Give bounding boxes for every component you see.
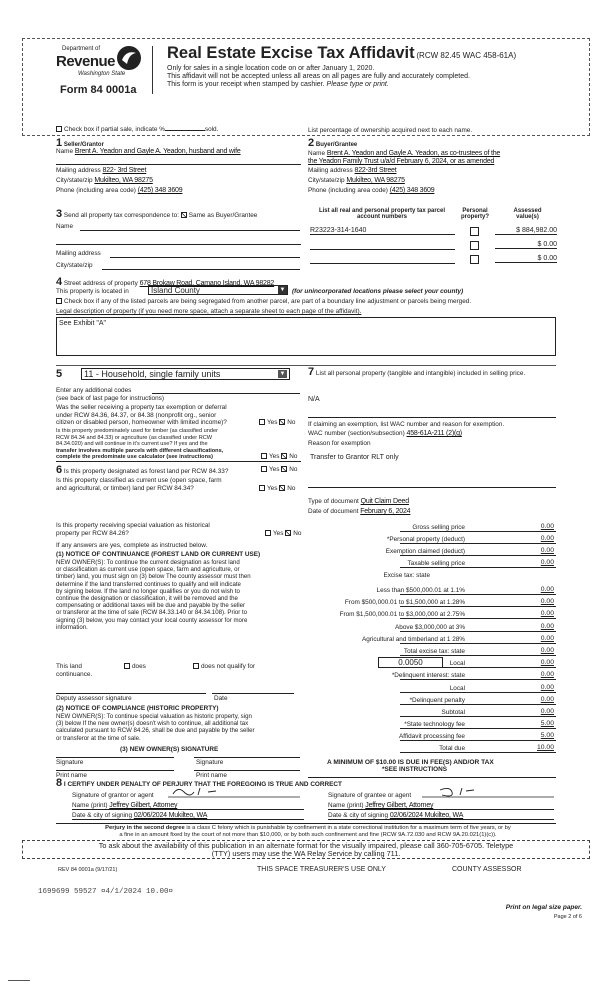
fee-value[interactable]: 0.00 [520,684,554,691]
notice-line: calculated pursuant to RCW 84.26, shall be due and payable by the seller [56,727,255,735]
logo-dept: Department of [62,46,101,52]
fee-line [400,555,556,556]
continuance-label: continuance. [56,671,93,678]
notice-line: compensating or additional taxes will be due and payable by the seller [56,602,246,610]
print-name-label: Print name [56,772,87,779]
notice-line: (3) below If the new owner(s) doesn't wish to continue, all additional tax [56,720,249,728]
parcel-row [310,241,560,253]
city-label: City/state/zip [308,177,345,184]
q2-text [56,428,223,461]
deputy-signature-field[interactable] [56,693,206,694]
personal-property-checkbox[interactable] [470,241,479,250]
grantee-name-row [328,802,554,810]
notice2-text [56,713,255,742]
fee-line [400,606,556,607]
notice-line: signing (3) below, you may contact your local county assessor for more [56,616,248,624]
buyer-title: Buyer/Grantee [315,142,358,148]
seller-mailing-row [56,167,146,174]
located-label: This property is located in [56,288,129,295]
corr-city-label: City/state/zip [56,262,93,269]
corr-name-line-2[interactable] [56,244,301,245]
q2-yes-no [261,453,297,460]
dropdown-arrow-icon[interactable]: ▼ [279,371,286,377]
grantor-date-row [72,812,304,820]
notice-line: continue the designation or classification, it will be removed and the [56,595,238,603]
corr-name-field[interactable] [80,230,300,231]
name-print-label: Name (print) [72,802,108,809]
corr-name-label: Name [56,223,74,230]
notice-line: NEW OWNER(S): To continue the current designation as forest land [56,559,240,566]
fee-value[interactable]: 10.00 [520,744,554,751]
fee-line [400,740,556,741]
page-number: Page 2 of 6 [553,914,582,920]
s6-q2-yes-no [259,485,295,492]
legal-label: Legal description of property (if you need more space, attach a separate sheet to each page of the affidavit). [56,308,362,315]
county-value: Island County [151,286,200,295]
buyer-phone-row [308,187,434,194]
q-line: Is this property receiving special valuation as historical [56,522,210,529]
fee-label: Gross selling price [412,524,465,531]
grantor-date-field[interactable]: 02/06/2024 Mukilteo, WA [133,812,208,819]
reason-field[interactable]: Transfer to Grantor RLT only [310,454,399,461]
use-code-select[interactable] [81,368,290,380]
partial-sale-checkbox[interactable] [56,126,62,132]
seller-name-line [56,164,301,165]
notice-line: or transferor at the time of sale. [56,734,141,742]
fee-label: Above $3,000,000 at 3% [395,624,465,631]
doc-date-label: Date of document [308,508,359,515]
fee-line [400,594,556,595]
yes-label: Yes [267,419,278,426]
s6-q3-yes-no [265,530,301,537]
seller-city-field[interactable]: Mukilteo, WA 98275 [94,177,153,184]
divider [308,417,556,418]
section-number: 3 [56,208,63,220]
phone-label: Phone (including area code) [56,187,136,194]
q-line: property per RCW 84.26? [56,529,129,537]
fee-value[interactable]: 0.00 [520,623,554,630]
fee-line [400,631,556,632]
fee-label: *State technology fee [404,721,465,728]
fee-label: From $500,000.01 to $1,500,000 at 1.28% [344,599,465,606]
fee-value[interactable]: 5.00 [520,720,554,727]
fee-line [400,752,556,753]
receipt-text: This form is your receipt when stamped by cashier. [167,81,325,88]
doc-type-label: Type of document [308,498,359,505]
divider [56,365,556,366]
additional-codes-label: Enter any additional codes [56,387,132,394]
no-label: No [289,453,298,460]
section-number: 5 [56,368,63,380]
owner-signature-field-2[interactable] [194,757,300,758]
fee-line [400,543,556,544]
deputy-label: Deputy assessor signature [56,695,132,702]
s6-q1 [56,464,228,476]
buyer-mailing-row [308,167,397,174]
fee-value[interactable]: 5.00 [520,732,554,739]
notice-line: or classification as current use (open space, farm and agriculture, or [56,566,240,574]
legal-description-field[interactable] [56,317,556,356]
seller-name-row [56,148,241,155]
section-number: 4 [56,276,63,288]
fee-line [400,692,556,693]
buyer-name-row [308,150,500,157]
personal-col-header: Personal property? [460,208,489,220]
doc-date-field[interactable]: February 6, 2024 [360,508,411,515]
fee-value[interactable]: 0.00 [520,696,554,703]
header-line-2: This affidavit will not be accepted unless all areas on all pages are fully and accurately completed. [167,73,470,80]
owner-signature-field[interactable] [56,757,174,758]
section-number: 2 [308,137,315,149]
fee-value[interactable]: 0.00 [520,559,554,566]
form-number: Form 84 0001a [60,84,137,96]
divider [308,777,556,778]
header-line-1: Only for sales in a single location code on or after January 1, 2020. [167,65,375,72]
correspondence-label: Send all property tax correspondence to: [63,212,180,219]
signature-label: Signature [56,759,84,766]
yes-label: Yes [269,466,280,473]
minimum-note: A MINIMUM OF $10.00 IS DUE IN FEE(S) AND/OR TAX [327,759,494,766]
no-label: No [289,466,298,473]
seller-title: Seller/Grantor [63,142,104,148]
date-city-label: Date & city of signing [72,812,133,819]
fee-value[interactable]: 0.00 [520,647,554,654]
fee-line [400,716,556,717]
fee-value[interactable]: 0.00 [520,671,554,678]
same-as-buyer-label: Same as Buyer/Grantee [188,212,258,219]
personal-property-checkbox[interactable] [470,227,479,236]
fee-line [400,618,556,619]
grantee-signature[interactable] [422,786,554,798]
q-line: Is this property classified as current use (open space, farm [56,477,222,484]
grantor-signature[interactable] [168,786,300,798]
corr-city-field[interactable] [102,269,300,270]
ownership-note: List percentage of ownership acquired next to each name. [308,127,473,134]
name-print-label: Name (print) [328,802,364,809]
buyer-mailing-field[interactable]: 822-3rd Street [354,167,397,174]
scan-mark [8,980,30,981]
header-divider [152,46,153,94]
exemption-note: If claiming an exemption, list WAC number and reason for exemption. [308,421,505,428]
corr-mailing-label: Mailing address [56,250,101,257]
owner-print-name-field[interactable] [56,770,174,771]
if-yes-note: If any answers are yes, complete as instructed below. [56,542,208,549]
signature-label: Signature [196,759,224,766]
no-label: No [287,485,296,492]
reason-label: Reason for exemption [308,440,371,447]
grantor-sig-label: Signature of grantor or agent [72,792,154,799]
parcel-number-field[interactable] [310,241,455,250]
section-number: 1 [56,137,63,149]
yes-checkbox[interactable] [259,419,265,425]
buyer-phone-field[interactable]: (425) 348 3609 [389,187,435,194]
q-line: citizen or disabled person, homeowner with limited income)? [56,419,227,426]
certify-text: I CERTIFY UNDER PENALTY OF PERJURY THAT THE FOREGOING IS TRUE AND CORRECT [63,781,342,788]
parcel-col-header: List all real and personal property tax parcel account numbers [318,208,446,220]
fee-value[interactable]: 0.00 [520,535,554,542]
does-not-label: does not qualify for [201,663,255,670]
use-code-value: 11 - Household, single family units [84,369,221,379]
fee-label: Affidavit processing fee [399,733,465,740]
partial-sale-label: Check box if partial sale, indicate % [64,126,165,133]
fee-label: From $1,500,000.01 to $3,000,000 at 2.75% [339,611,465,618]
corr-mailing-field[interactable] [110,257,300,258]
section-number: 6 [56,464,63,476]
does-option [124,663,146,670]
segregated-label: Check box if any of the listed parcels are being segregated from another parcel, are part of a boundary line adjustment or parcels being merged. [64,298,472,305]
seller-name-field[interactable]: Brent A. Yeadon and Gayle A. Yeadon, husband and wife [74,148,241,155]
fee-label: Total due [439,745,465,752]
title-text: Real Estate Excise Tax Affidavit [167,44,415,62]
q1-yes-no [259,419,295,426]
notice1-title: (1) NOTICE OF CONTINUANCE (FOREST LAND OR CURRENT USE) [56,551,261,558]
fee-line [400,728,556,729]
grantee-sig-label: Signature of grantee or agent [328,792,412,799]
parcel-number-field[interactable] [310,255,455,264]
additional-codes-field[interactable] [152,393,300,394]
q-line: under RCW 84.36, 84.37, or 84.38 (nonprofit org., senior [56,411,217,419]
assessed-value-field[interactable]: $ 0.00 [495,241,557,249]
grantor-name-row [72,802,304,810]
no-checkbox[interactable] [281,466,287,472]
s7-label: List all personal property (tangible and intangible) included in selling price. [315,370,526,377]
fee-value[interactable]: 0.00 [520,610,554,617]
name-label: Name [308,150,326,157]
fee-value[interactable]: 0.00 [520,547,554,554]
no-checkbox[interactable] [279,419,285,425]
mailing-label: Mailing address [56,167,101,174]
owner-print-name-field-2[interactable] [194,770,300,771]
treasurer-label: THIS SPACE TREASURER'S USE ONLY [257,866,386,873]
s7-heading [308,368,558,378]
date-label: Date [214,695,228,702]
no-label: No [287,419,296,426]
deputy-date-field[interactable] [212,693,294,694]
fee-label: Excise tax: state [383,572,430,579]
wac-field[interactable]: 458-61A-211 (2)(g) [406,430,462,437]
segregated-checkbox[interactable] [56,298,62,304]
divider [56,823,556,824]
fee-value[interactable]: 0.00 [520,523,554,530]
yes-label: Yes [267,485,278,492]
date-city-label: Date & city of signing [328,812,389,819]
notice-line: determine if the land transferred continues to qualify and will indicate [56,580,241,588]
phone-label: Phone (including area code) [308,187,388,194]
header-line-3 [167,81,389,88]
q-line: 84.34.020) and will continue in it's current use? If yes and the [56,441,208,447]
fee-label: Taxable selling price [407,560,465,567]
parcel-row [310,255,560,267]
does-label: does [132,663,146,670]
buyer-city-field[interactable]: Mukilteo, WA 98275 [346,177,405,184]
city-label: City/state/zip [56,177,93,184]
street-label: Street address of property [63,280,138,287]
seller-mailing-field[interactable]: 822- 3rd Street [102,167,147,174]
buyer-name-field-2[interactable]: the Yeadon Family Trust u/a/d February 6, 2024, or as amended [308,158,495,165]
seller-phone-row [56,187,182,194]
yes-label: Yes [273,530,284,537]
fee-line [400,643,556,644]
fee-line [400,567,556,568]
page-title [167,44,516,63]
fee-label: Exemption claimed (deduct) [385,548,465,555]
personal-property-checkbox[interactable] [470,255,479,264]
wac-label: WAC number (section/subsection) [308,430,405,437]
rev-number: REV 84 0001a (9/17/21) [58,867,118,873]
notice2-title: (2) NOTICE OF COMPLIANCE (HISTORIC PROPERTY) [56,705,219,712]
no-checkbox[interactable] [279,485,285,491]
divider [308,487,556,488]
fee-value[interactable]: 0.00 [520,659,554,666]
section-number: 7 [308,366,315,378]
notice-line: or transferor at the time of sale (RCW 84.33.140 or 84.34.108). Prior to [56,609,248,617]
county-select[interactable] [148,285,288,295]
doc-date-row [308,508,410,515]
fee-label: Less than $500,000.01 at 1.1% [376,587,465,594]
section-number: 8 [56,777,63,789]
local-rate-field[interactable]: 0.0050 [378,657,443,668]
segregated-row [56,298,471,305]
seller-phone-field[interactable]: (425) 348 3609 [137,187,183,194]
yes-label: Yes [269,453,280,460]
partial-percent-field[interactable] [165,130,205,131]
buyer-city-row [308,177,405,184]
divider [56,461,301,462]
does-not-checkbox[interactable] [193,663,199,669]
s6-q3 [56,522,210,537]
grantee-date-row [328,812,554,820]
fee-label: *Personal property (deduct) [386,536,465,543]
perjury-text: is a class C felony which is punishable by confinement in a state correctional institution for a maximum term of five years, or by [184,825,511,831]
perjury-bold: Perjury in the second degree [105,825,185,831]
q-line: and agricultural, or timber) land per RCW 84.34? [56,484,194,492]
buyer-name-field[interactable]: Brent A. Yeadon and Gayle A. Yeadon, as co-trustees of the [326,150,501,157]
q-line: Is this property predominately used for timber (as classified under [56,428,218,434]
does-not-option [193,663,255,670]
mailing-label: Mailing address [308,167,353,174]
fee-value[interactable]: 0.00 [520,708,554,715]
fee-value[interactable]: 0.00 [520,635,554,642]
q-line: Is this property designated as forest land per RCW 84.33? [63,468,229,475]
grantee-date-field[interactable]: 02/06/2024 Mukilteo, WA [389,812,464,819]
personal-property-field[interactable]: N/A [308,396,320,403]
parcel-number-field[interactable]: R23223-314-1640 [310,227,455,235]
notice1-text [56,559,251,631]
perjury-text-2: a fine in an amount fixed by the court of not more than $10,000, or by both such confinement and fine (RCW 9A.72.030 and RCW 9A.20.021(1)(c)). [119,832,497,838]
notice-line: timber) land, you must sign on (3) below The county assessor must then [56,573,251,581]
fee-line [400,704,556,705]
no-checkbox[interactable] [281,453,287,459]
partial-sale-row [56,126,218,133]
fee-label: *Delinquent interest: state [391,672,465,679]
assessed-value-field[interactable]: $ 884,982.00 [495,227,557,235]
fee-value[interactable]: 0.00 [520,598,554,605]
new-owner-sig-title: (3) NEW OWNER(S) SIGNATURE [120,746,219,753]
q-line: complete the predominate use calculator (see instructions) [56,454,213,460]
s6-q1-yes-no [261,466,297,473]
grantee-name-field[interactable]: Jeffrey Gilbert, Attorney [365,802,434,809]
parcel-row [310,227,560,239]
fee-label: *Delinquent penalty [409,697,465,704]
legal-paper-note: Print on legal size paper. [505,904,582,911]
dropdown-arrow-icon[interactable]: ▼ [279,287,286,293]
sold-label: sold. [204,126,219,133]
yes-checkbox[interactable] [261,453,267,459]
q1-text [56,404,227,427]
fee-label: Agricultural and timberland at 1 28% [361,636,465,643]
fee-label: Subtotal [441,709,465,716]
fee-label: Local [449,660,465,667]
county-note: (for unincorporated locations please select your county) [292,288,464,295]
logo-state: Washington State [78,71,126,77]
notice-line: by signing below. If the land no longer qualifies or you do not wish to [56,587,240,595]
correspondence-heading [56,208,257,220]
doc-type-field[interactable]: Quit Claim Deed [360,498,409,505]
legal-text: See Exhibit "A" [59,320,106,327]
tty-box [22,840,590,859]
seller-city-row [56,177,153,184]
notice-line: NEW OWNER(S): To continue special valuation as historic property, sign [56,713,252,720]
assessor-label: COUNTY ASSESSOR [452,866,522,873]
perjury-notice [48,825,568,839]
fee-value[interactable]: 0.00 [520,586,554,593]
yes-checkbox[interactable] [261,466,267,472]
does-checkbox[interactable] [124,663,130,669]
tty-line-2: (TTY) users may use the WA Relay Service by calling 711. [211,849,401,858]
dor-swirl-icon [114,44,144,72]
fee-label: Total excise tax: state [403,648,465,655]
yes-checkbox[interactable] [265,530,271,536]
q-line: Was the seller receiving a property tax exemption or deferral [56,404,227,411]
no-label: No [293,530,302,537]
yes-checkbox[interactable] [259,485,265,491]
assessed-col-header: Assessed value(s) [513,208,542,220]
rcw-text: (RCW 82.45 WAC 458-61A) [416,51,517,60]
tty-line-1: To ask about the availability of this publication in an alternate format for the visually impaired, please call 360-705-6705. Teletype [98,841,514,850]
street-field[interactable]: 678 Brokaw Road, Camano Island, WA 98282 [139,280,275,287]
fee-line [400,679,556,680]
q-line: transfer involves multiple parcels with different classifications, [56,447,224,454]
fee-label: Local [449,685,465,692]
type-print-text: Please type or print. [326,81,389,88]
notice-line: information. [56,623,88,631]
print-name-label: Print name [196,772,227,779]
this-land-label: This land [56,663,82,670]
s6-q2 [56,477,222,492]
no-checkbox[interactable] [285,530,291,536]
see-back-note: (see back of last page for instructions) [56,395,164,402]
grantor-name-field[interactable]: Jeffrey Gilbert, Attorney [109,802,178,809]
logo-revenue: Revenue [56,53,116,70]
fee-line [400,655,556,656]
wac-row [308,430,462,437]
cashier-stamp: 1699699 59527 ¤4/1/2024 10.00¤ [38,888,174,896]
name-label: Name [56,148,74,155]
same-as-buyer-checkbox[interactable] [181,212,187,218]
see-instructions: *SEE INSTRUCTIONS [382,766,447,773]
assessed-value-field[interactable]: $ 0.00 [495,255,557,263]
q-line: RCW 84.34 and 84.33) or agriculture (as classified under RCW [56,434,213,441]
fee-line [400,531,556,532]
buyer-heading [308,137,357,149]
doc-type-row [308,498,409,505]
